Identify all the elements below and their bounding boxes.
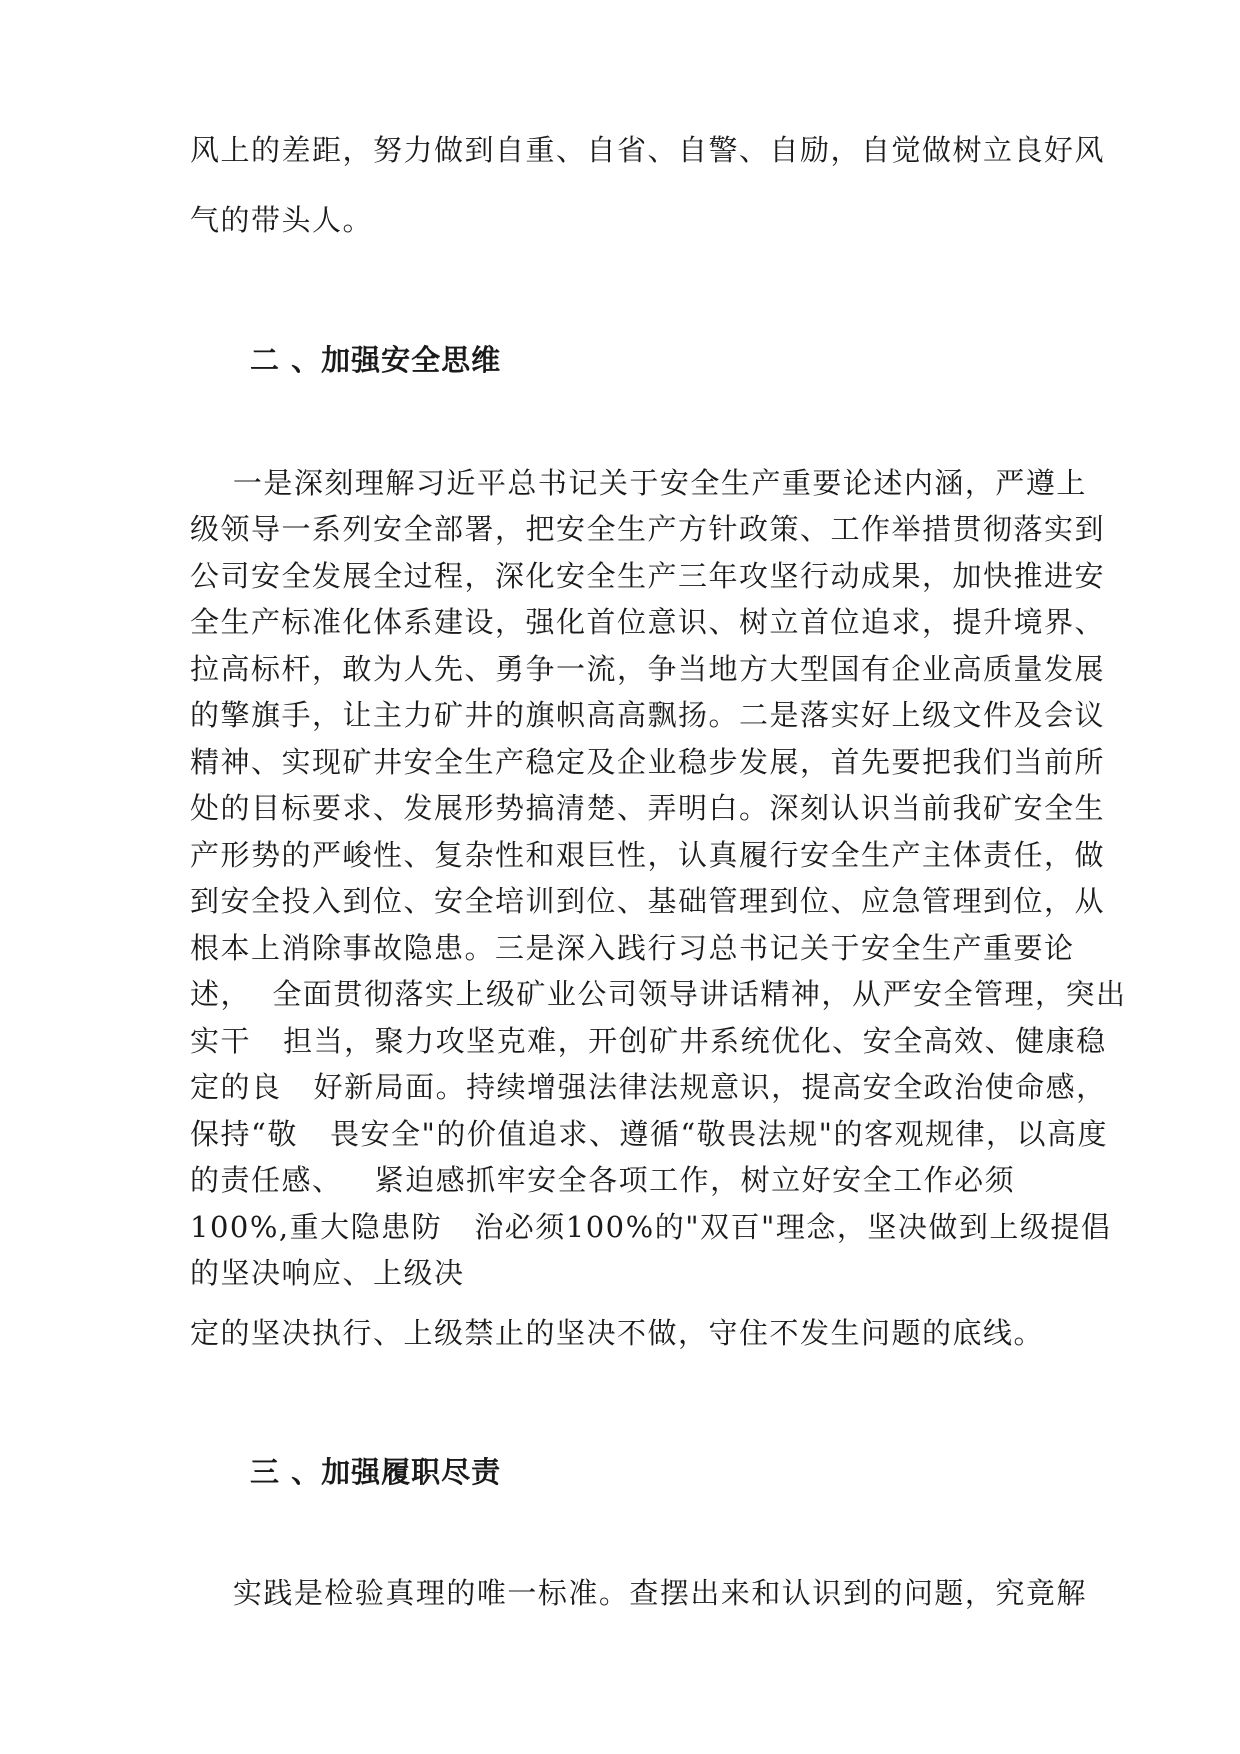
paragraph-line: 产形势的严峻性、复杂性和艰巨性，认真履行安全生产主体责任，做 xyxy=(190,838,1106,872)
paragraph-line: 一是深刻理解习近平总书记关于安全生产重要论述内涵，严遵上 xyxy=(190,466,1087,500)
paragraph-line: 实干 担当，聚力攻坚克难，开创矿井系统优化、安全高效、健康稳 xyxy=(190,1024,1107,1058)
paragraph-line: 实践是检验真理的唯一标准。查摆出来和认识到的问题，究竟解 xyxy=(190,1576,1087,1610)
paragraph-line: 精神、实现矿井安全生产稳定及企业稳步发展，首先要把我们当前所 xyxy=(190,745,1106,779)
paragraph-line: 全生产标准化体系建设，强化首位意识、树立首位追求，提升境界、 xyxy=(190,605,1106,639)
paragraph-line: 风上的差距，努力做到自重、自省、自警、自励，自觉做树立良好风 xyxy=(190,133,1106,167)
paragraph-line: 气的带头人。 xyxy=(190,203,374,237)
paragraph-line: 公司安全发展全过程，深化安全生产三年攻坚行动成果，加快推进安 xyxy=(190,559,1106,593)
paragraph-line: 到安全投入到位、安全培训到位、基础管理到位、应急管理到位，从 xyxy=(190,884,1106,918)
paragraph-line: 述， 全面贯彻落实上级矿业公司领导讲话精神，从严安全管理，突出 xyxy=(190,977,1127,1011)
paragraph-line: 处的目标要求、发展形势搞清楚、弄明白。深刻认识当前我矿安全生 xyxy=(190,791,1106,825)
paragraph-line: 定的坚决执行、上级禁止的坚决不做，守住不发生问题的底线。 xyxy=(190,1316,1045,1350)
paragraph-line: 的责任感、 紧迫感抓牢安全各项工作，树立好安全工作必须 xyxy=(190,1163,1016,1197)
paragraph-line: 100%,重大隐患防 治必须100%的"双百"理念，坚决做到上级提倡 xyxy=(190,1210,1112,1244)
section-heading: 三 、加强履职尽责 xyxy=(250,1455,502,1489)
paragraph-line: 级领导一系列安全部署，把安全生产方针政策、工作举措贯彻落实到 xyxy=(190,512,1106,546)
section-heading: 二 、加强安全思维 xyxy=(250,343,502,377)
paragraph-line: 定的良 好新局面。持续增强法律法规意识，提高安全政治使命感， xyxy=(190,1070,1107,1104)
paragraph-line: 保持“敬 畏安全"的价值追求、遵循“敬畏法规"的客观规律，以高度 xyxy=(190,1117,1108,1151)
paragraph-line: 拉高标杆，敢为人先、勇争一流，争当地方大型国有企业高质量发展 xyxy=(190,652,1106,686)
paragraph-line: 的擎旗手，让主力矿井的旗帜高高飘扬。二是落实好上级文件及会议 xyxy=(190,698,1106,732)
paragraph-line: 的坚决响应、上级决 xyxy=(190,1256,465,1290)
paragraph-line: 根本上消除事故隐患。三是深入践行习总书记关于安全生产重要论 xyxy=(190,931,1075,965)
